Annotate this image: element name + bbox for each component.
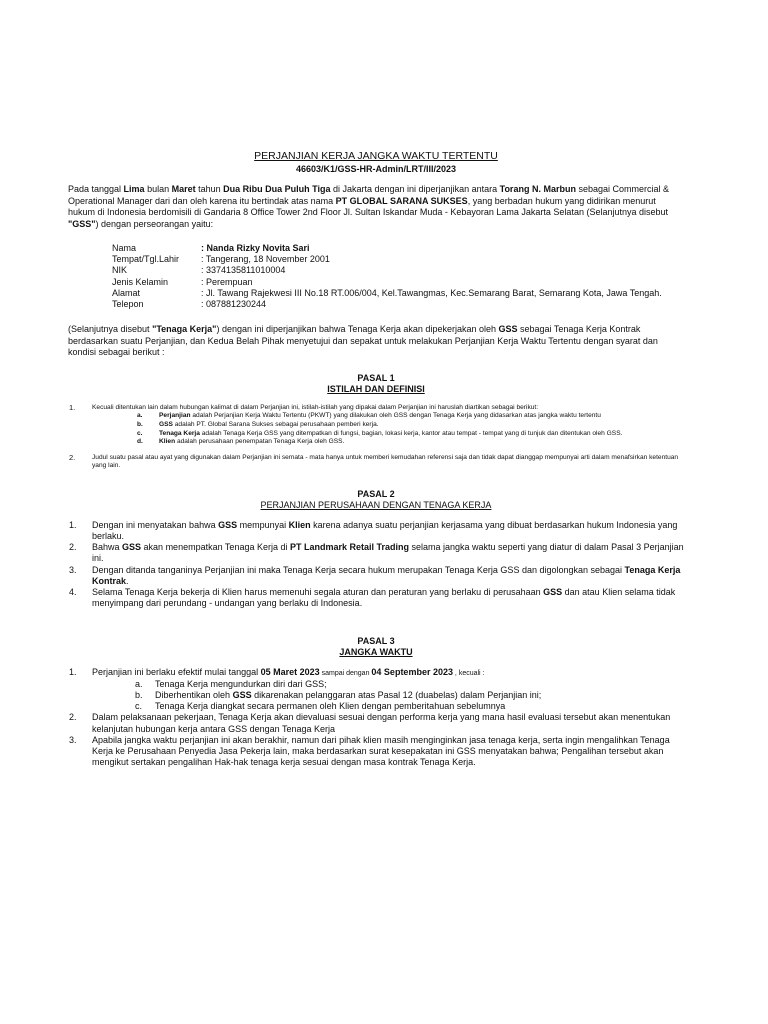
item-number: 4. [69, 587, 77, 598]
list-item [68, 735, 684, 769]
intro-representative: Torang N. Marbun [499, 184, 576, 194]
item-text: Apabila jangka waktu perjanjian ini akan berakhir, namun dari pihak klien masih menginginkan jasa tenaga kerja, serta ingin mengalihkan Tenaga Kerja ke Perusahaan Penyedia Jasa Pekerja lain, maka berdasarkan surat kesepakatan ini GSS menyatakan bahwa; Pengalihan tersebut akan mengikut sertakan pengalihan Hak-hak tenaga kerja sesuai dengan masa kontrak Tenaga Kerja. [92, 734, 670, 768]
intro-text: Pada tanggal [68, 184, 124, 194]
closing-text: ) dengan ini diperjanjikan bahwa Tenaga Kerja akan dipekerjakan oleh [216, 324, 499, 335]
sub-definition: adalah Tenaga Kerja GSS yang ditempatkan di fungsi, bagian, lokasi kerja, kantor atau tempat - tempat yang di tunjuk dan ditentukan oleh GSS. [199, 429, 623, 437]
document-title: PERJANJIAN KERJA JANGKA WAKTU TERTENTU [254, 150, 498, 162]
identity-value: : 087881230244 [201, 299, 267, 310]
item-text [92, 520, 684, 542]
sub-text [155, 690, 684, 701]
identity-value: : Perempuan [201, 276, 253, 287]
sub-term: Klien [159, 438, 176, 446]
item-number: 2. [69, 452, 76, 462]
item-text: Judul suatu pasal atau ayat yang digunakan dalam Perjanjian ini semata - mata hanya untuk memberi kemudahan referensi saja dan tidak dapat dianggap mempunyai arti dalam menafsirkan ketentuan yang lain. [92, 453, 679, 470]
intro-text: tahun [195, 184, 224, 194]
list-item [68, 454, 684, 471]
sub-item [92, 412, 684, 421]
intro-company: PT GLOBAL SARANA SUKSES [335, 195, 468, 206]
item-content [92, 667, 684, 713]
item-bold: Klien [288, 519, 311, 530]
intro-year: Dua Ribu Dua Puluh Tiga [223, 184, 331, 194]
item-text [92, 587, 684, 609]
identity-label: Jenis Kelamin [112, 276, 169, 287]
item-number: 1. [69, 402, 76, 412]
identity-label: NIK [112, 265, 128, 276]
item-text-part: Dengan ditanda tanganinya Perjanjian ini maka Tenaga Kerja secara hukum merupakan Tenaga Kerja GSS dan digolongkan sebagai [92, 564, 625, 575]
intro-text: di Jakarta dengan ini diperjanjikan antara [330, 184, 500, 194]
sub-text [155, 701, 684, 712]
identity-value: : 3374135811010004 [201, 265, 286, 276]
list-item [68, 587, 684, 609]
sub-item [92, 679, 684, 690]
item-text [92, 542, 684, 564]
identity-label: Nama [112, 243, 137, 253]
intro-day: Lima [123, 184, 145, 194]
item-text-part: Bahwa [92, 542, 123, 553]
intro-abbreviation: "GSS" [68, 218, 96, 229]
intro-paragraph [68, 184, 684, 230]
sub-text-part: Diberhentikan oleh [155, 689, 233, 700]
identity-row-phone [112, 299, 684, 310]
pasal-3-heading: PASAL 3 [357, 635, 395, 646]
item-number: 1. [69, 666, 77, 677]
item-text-part: Selama Tenaga Kerja bekerja di Klien harus memenuhi segala aturan dan peraturan yang berlaku di perusahaan [92, 587, 544, 598]
identity-value: : Jl. Tawang Rajekwesi III No.18 RT.006/004, Kel.Tawangmas, Kec.Semarang Barat, Semarang Kota, Jawa Tengah. [201, 287, 662, 298]
item-text [92, 565, 684, 587]
sub-text-part: Tenaga Kerja diangkat secara permanen oleh Klien dengan pemberitahuan sebelumnya [155, 701, 506, 712]
identity-row-name [112, 243, 684, 254]
intro-month: Maret [171, 184, 196, 194]
list-item [68, 712, 684, 734]
sub-letter: d. [137, 438, 143, 446]
item-bold: GSS [218, 519, 238, 530]
sub-item [92, 430, 684, 439]
item-bold: PT Landmark Retail Trading [289, 542, 410, 553]
identity-row-gender [112, 277, 684, 288]
item-text-part: dan atau Klien selama tidak menyimpang dari perundang - undangan yang berlaku di Indonesia. [92, 587, 676, 609]
identity-value: : Nanda Rizky Novita Sari [201, 243, 310, 253]
intro-text: , yang berbadan hukum yang didirikan menurut hukum di Indonesia berdomisili di Gandaria 8 Office Tower 2nd Floor Jl. Sultan Iskandar Muda - Kebayoran Lama Jakarta Selatan (Selanjutnya disebut [68, 195, 669, 217]
sub-item [92, 421, 684, 430]
item-text-part: , kecuali : [452, 669, 485, 677]
sub-definition: adalah Perjanjian Kerja Waktu Tertentu (PKWT) yang dilakukan oleh GSS dengan Tenaga Kerja yang didasarkan atas jangka waktu tertentu [190, 412, 601, 420]
item-text-part: akan menempatkan Tenaga Kerja di [141, 542, 290, 553]
item-text-part: selama jangka waktu seperti yang diatur di dalam Pasal 3 Perjanjian ini. [92, 542, 684, 564]
item-number: 3. [69, 734, 77, 745]
identity-row-nik [112, 265, 684, 276]
identity-row-birth [112, 254, 684, 265]
item-number: 1. [69, 519, 77, 530]
item-text: Kecuali ditentukan lain dalam hubungan kalimat di dalam Perjanjian ini, istilah-istilah yang dipakai dalam Perjanjian ini haruslah diartikan sebagai berikut: [92, 403, 539, 411]
pasal-2-subheading: PERJANJIAN PERUSAHAAN DENGAN TENAGA KERJA [260, 500, 492, 511]
closing-text: sebagai Tenaga Kerja Kontrak berdasarkan suatu Perjanjian, dan Kedua Belah Pihak menyetujui dan sepakat untuk melakukan Perjanjian Kerja Waktu Tertentu dengan syarat dan kondisi sebagai berikut : [68, 324, 658, 358]
list-item [68, 565, 684, 587]
intro-text: bulan [144, 184, 172, 194]
sub-item [92, 690, 684, 701]
item-text: Dalam pelaksanaan pekerjaan, Tenaga Kerja akan dievaluasi sesuai dengan performa kerja yang mana hasil evaluasi tersebut akan menentukan kelanjutan hubungan kerja antara GSS dengan Tenaga Kerja [92, 712, 671, 734]
sub-letter: a. [135, 678, 143, 689]
item-text-part: . [126, 575, 129, 586]
sub-term: GSS [159, 420, 173, 428]
pasal-3-list [68, 667, 684, 769]
spacer [68, 447, 684, 454]
item-bold: GSS [543, 587, 563, 598]
list-item [68, 520, 684, 542]
pasal-2-heading: PASAL 2 [357, 488, 395, 499]
sub-term: Tenaga Kerja [159, 429, 200, 437]
item-text-part: mempunyai [237, 519, 289, 530]
sub-item [92, 438, 684, 447]
item-text-part: Dengan ini menyatakan bahwa [92, 519, 219, 530]
document-body [68, 150, 684, 768]
list-item [68, 667, 684, 713]
item-text-part: Perjanjian ini berlaku efektif mulai tanggal [92, 666, 261, 677]
item-content [92, 404, 684, 447]
sub-letter: c. [135, 701, 143, 712]
item-bold: GSS [122, 542, 142, 553]
intro-text: sebagai Commercial & Operational Manager dari dan oleh karena itu bertindak atas nama [68, 184, 669, 206]
item-text-part: sampai dengan [319, 669, 372, 677]
sub-letter: c. [137, 429, 143, 437]
identity-table [112, 243, 684, 310]
sub-definition: adalah PT. Global Sarana Sukses sebagai perusahaan pemberi kerja. [172, 420, 379, 428]
sub-letter: b. [135, 689, 143, 700]
pasal-2-list [68, 520, 684, 610]
start-date: 05 Maret 2023 [260, 666, 320, 677]
sub-bold: GSS [232, 689, 252, 700]
closing-paragraph [68, 324, 684, 359]
sub-text [159, 421, 684, 430]
sub-item [92, 701, 684, 712]
document-number: 46603/K1/GSS-HR-Admin/LRT/III/2023 [295, 164, 457, 174]
sub-text [155, 679, 684, 690]
item-number: 2. [69, 712, 77, 723]
closing-text: (Selanjutnya disebut [68, 324, 153, 335]
item-bold: Tenaga Kerja Kontrak [92, 564, 681, 586]
list-item [68, 542, 684, 564]
intro-text: ) dengan perseorangan yaitu: [95, 218, 214, 229]
closing-term: "Tenaga Kerja" [152, 324, 217, 335]
sub-term: Perjanjian [159, 412, 191, 420]
sub-text [159, 412, 684, 421]
sub-text [159, 438, 684, 447]
item-number: 3. [69, 564, 77, 575]
pasal-1-list [68, 404, 684, 471]
pasal-1-heading: PASAL 1 [357, 372, 395, 383]
item-number: 2. [69, 542, 77, 553]
sub-text [159, 430, 684, 439]
identity-label: Alamat [112, 287, 141, 298]
closing-gss: GSS [498, 324, 518, 335]
sub-letter: b. [137, 420, 143, 428]
sub-text-part: Tenaga Kerja mengundurkan diri dari GSS; [155, 678, 327, 689]
end-date: 04 September 2023 [371, 666, 453, 677]
identity-label: Telepon [112, 299, 144, 310]
identity-value: : Tangerang, 18 November 2001 [201, 254, 330, 265]
sub-letter: a. [137, 412, 143, 420]
identity-label: Tempat/Tgl.Lahir [112, 254, 180, 265]
sub-text-part: dikarenakan pelanggaran atas Pasal 12 (duabelas) dalam Perjanjian ini; [251, 689, 542, 700]
identity-row-address [112, 288, 684, 299]
pasal-3-subheading: JANGKA WAKTU [339, 647, 413, 657]
sub-definition: adalah perusahaan penempatan Tenaga Kerja oleh GSS. [175, 438, 345, 446]
pasal-1-subheading: ISTILAH DAN DEFINISI [327, 384, 425, 395]
item-text-part: karena adanya suatu perjanjian kerjasama yang dibuat berdasarkan hukum Indonesia yang berlaku. [92, 519, 678, 542]
list-item [68, 404, 684, 447]
